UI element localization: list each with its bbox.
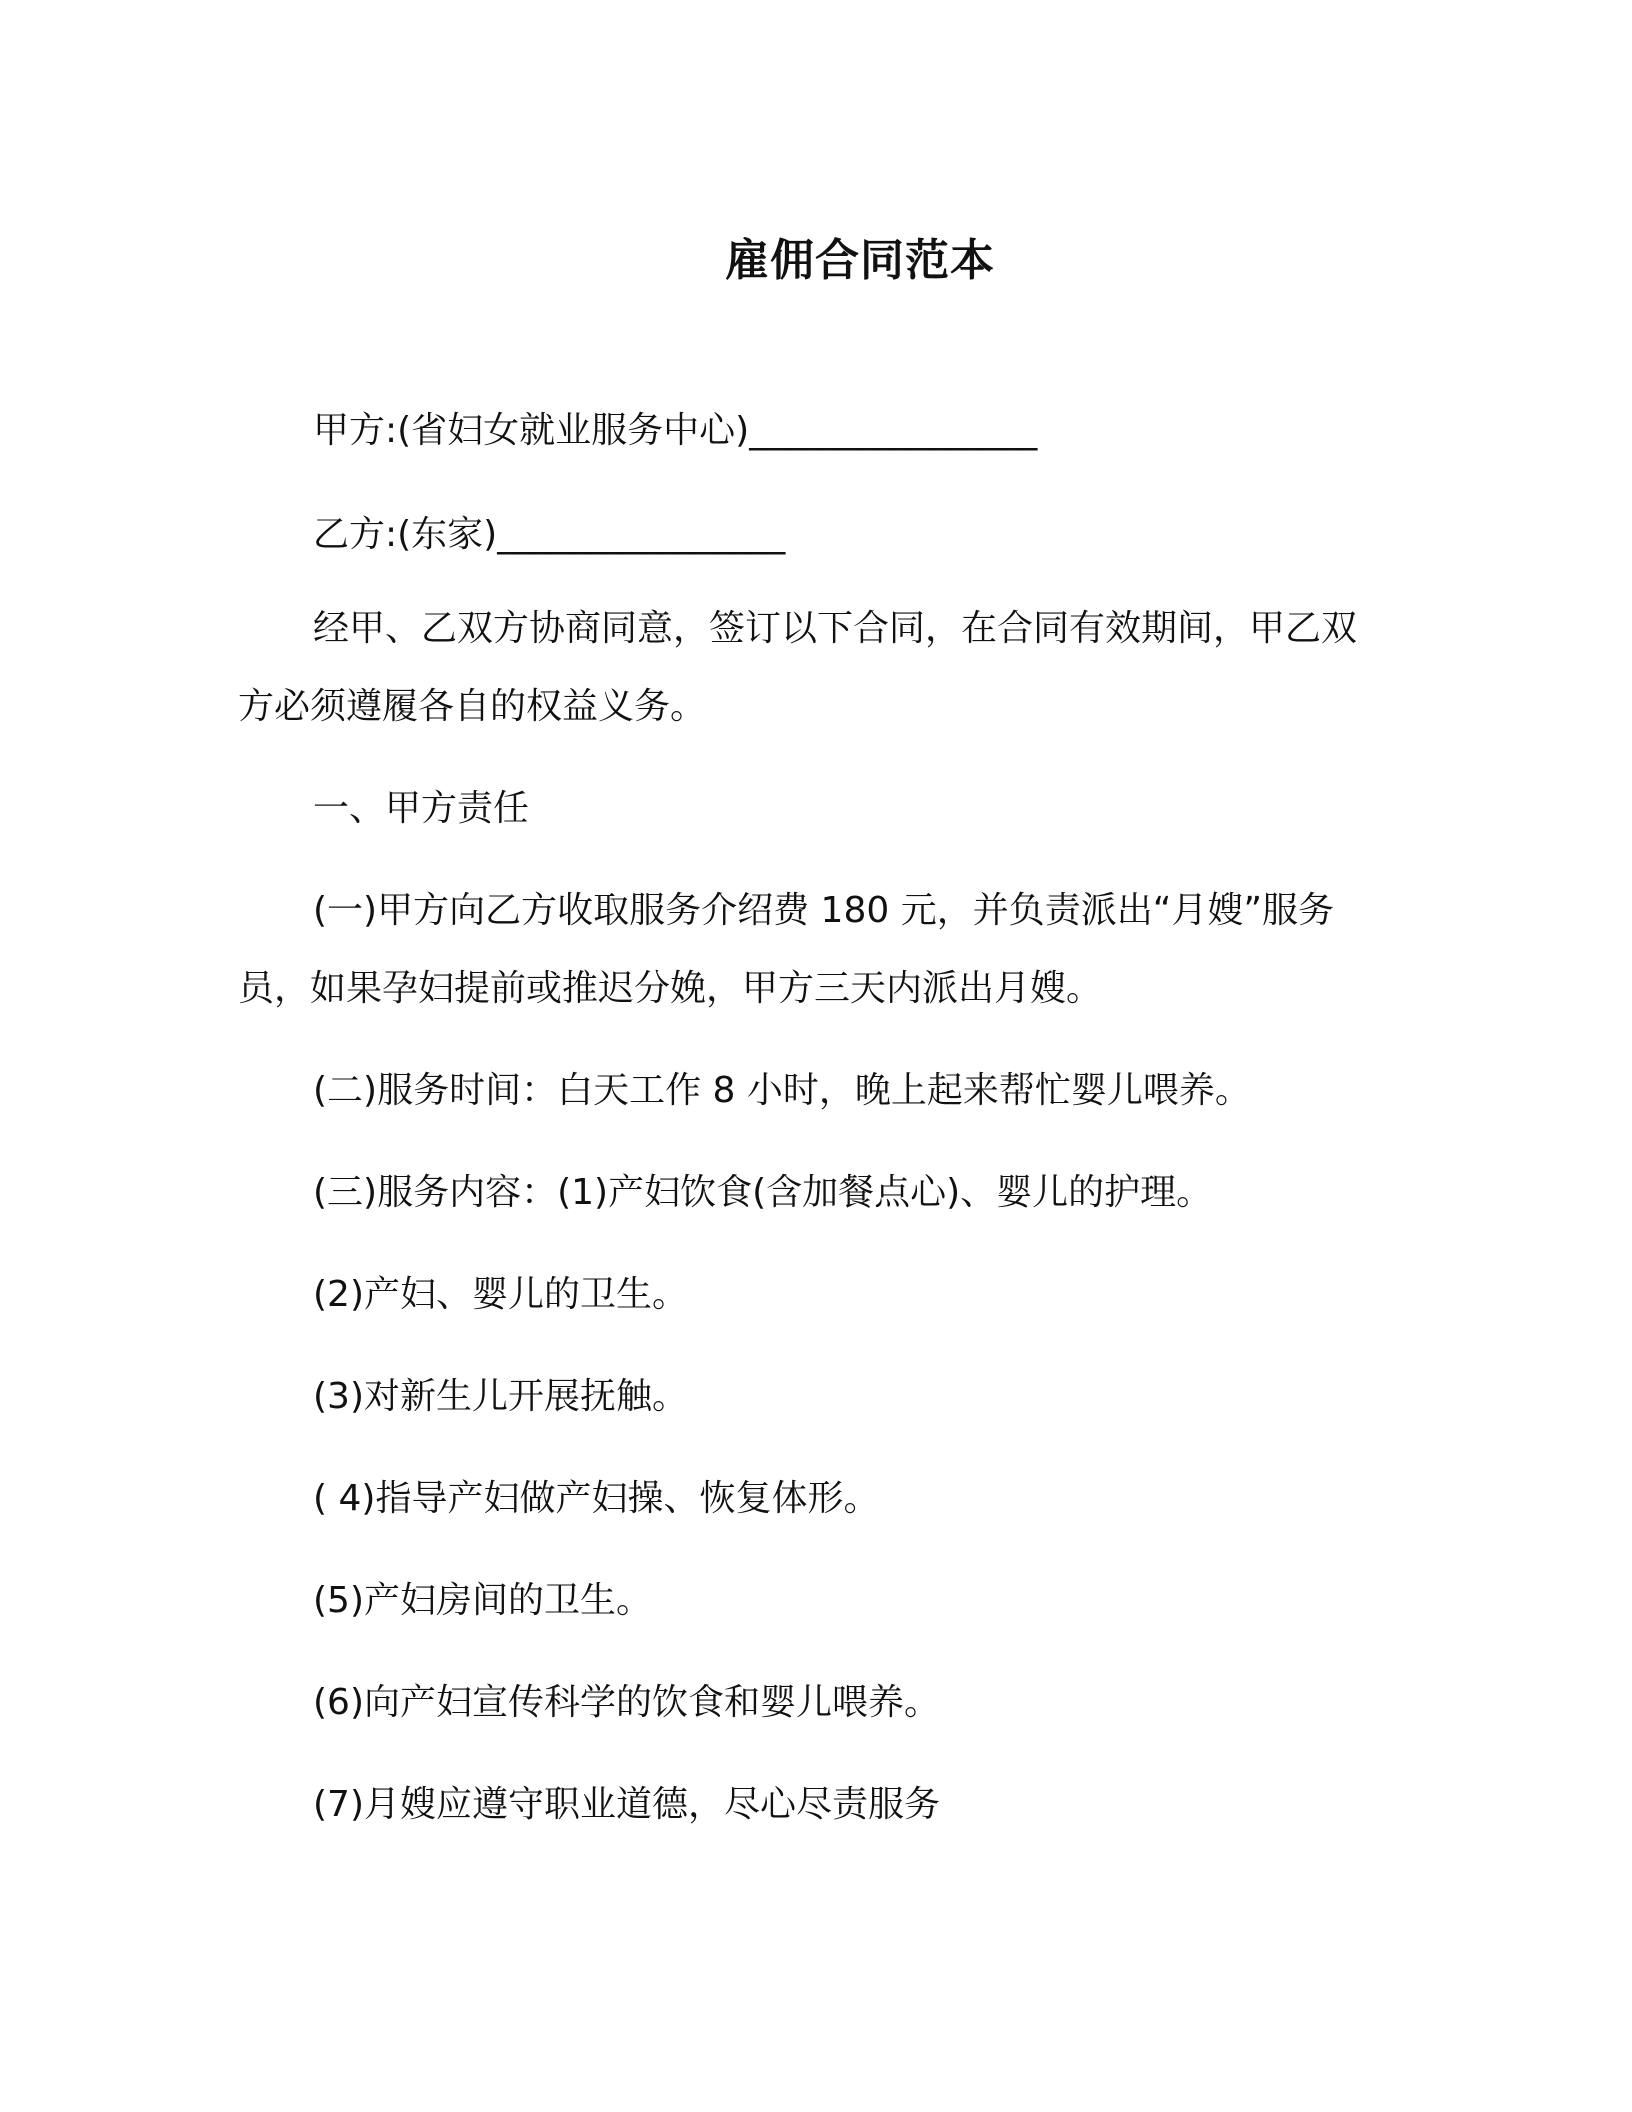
party-b-line: 乙方:(东家)________________ (313, 514, 786, 555)
document-title: 雇佣合同范本 (725, 235, 995, 286)
sub-item-3: (3)对新生儿开展抚触。 (313, 1376, 688, 1417)
sub-item-5: (5)产妇房间的卫生。 (313, 1580, 652, 1621)
sub-item-7: (7)月嫂应遵守职业道德，尽心尽责服务 (313, 1784, 940, 1825)
sub-item-4: ( 4)指导产妇做产妇操、恢复体形。 (313, 1478, 880, 1519)
clause-2: (二)服务时间：白天工作 8 小时，晚上起来帮忙婴儿喂养。 (313, 1070, 1251, 1111)
clause-3: (三)服务内容：(1)产妇饮食(含加餐点心)、婴儿的护理。 (313, 1172, 1213, 1213)
intro-paragraph: 经甲、乙双方协商同意，签订以下合同，在合同有效期间，甲乙双方必须遵履各自的权益义务。 (238, 608, 1358, 727)
clause-1: (一)甲方向乙方收取服务介绍费 180 元，并负责派出“月嫂”服务员，如果孕妇提前或推迟分娩，甲方三天内派出月嫂。 (238, 890, 1334, 1009)
section-heading: 一、甲方责任 (313, 788, 530, 829)
sub-item-6: (6)向产妇宣传科学的饮食和婴儿喂养。 (313, 1682, 940, 1723)
party-a-line: 甲方:(省妇女就业服务中心)________________ (313, 410, 1038, 451)
sub-item-2: (2)产妇、婴儿的卫生。 (313, 1274, 688, 1315)
